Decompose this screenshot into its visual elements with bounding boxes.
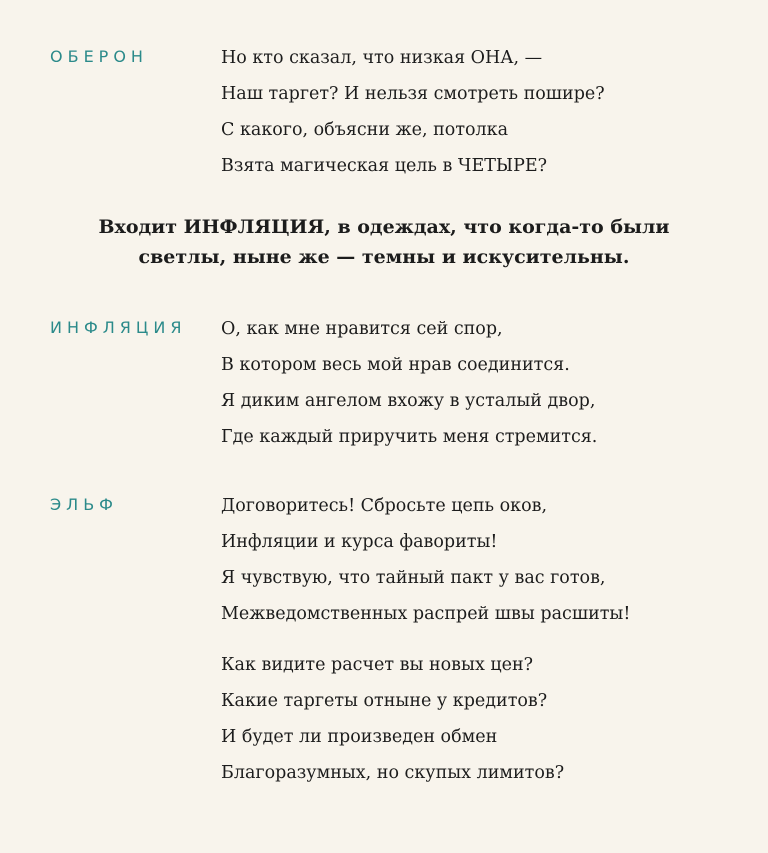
verse-line: С какого, объясни же, потолка xyxy=(221,120,509,140)
verse-line: Где каждый приручить меня стремится. xyxy=(221,427,598,447)
verse-line: И будет ли произведен обмен xyxy=(221,727,498,747)
verse-line: Договоритесь! Сбросьте цепь оков, xyxy=(221,496,548,516)
verse-line: Как видите расчет вы новых цен? xyxy=(221,655,534,675)
speaker-elf: ЭЛЬФ xyxy=(50,495,118,514)
verse-line: Инфляции и курса фавориты! xyxy=(221,532,498,552)
verse-line: В котором весь мой нрав соединится. xyxy=(221,355,570,375)
verse-inflation xyxy=(221,311,597,455)
speaker-inflation: ИНФЛЯЦИЯ xyxy=(50,318,187,337)
verse-line: Какие таргеты отныне у кредитов? xyxy=(221,691,548,711)
verse-line: Я диким ангелом вхожу в усталый двор, xyxy=(221,391,596,411)
verse-line: Но кто сказал, что низкая ОНА, — xyxy=(221,48,543,68)
stage-direction xyxy=(0,212,768,272)
speaker-oberon: ОБЕРОН xyxy=(50,47,148,66)
verse-line: О, как мне нравится сей спор, xyxy=(221,319,503,339)
verse-line: Взята магическая цель в ЧЕТЫРЕ? xyxy=(221,156,548,176)
verse-line: Благоразумных, но скупых лимитов? xyxy=(221,763,565,783)
verse-line: Межведомственных распрей швы расшиты! xyxy=(221,604,631,624)
stage-direction-line: светлы, ныне же — темны и искусительны. xyxy=(138,246,630,268)
verse-elf-stanza-2 xyxy=(221,647,564,791)
verse-line: Я чувствую, что тайный пакт у вас готов, xyxy=(221,568,606,588)
stage-direction-line: Входит ИНФЛЯЦИЯ, в одеждах, что когда-то были xyxy=(98,216,670,238)
verse-elf-stanza-1 xyxy=(221,488,630,632)
verse-line: Наш таргет? И нельзя смотреть пошире? xyxy=(221,84,605,104)
verse-oberon xyxy=(221,40,605,184)
